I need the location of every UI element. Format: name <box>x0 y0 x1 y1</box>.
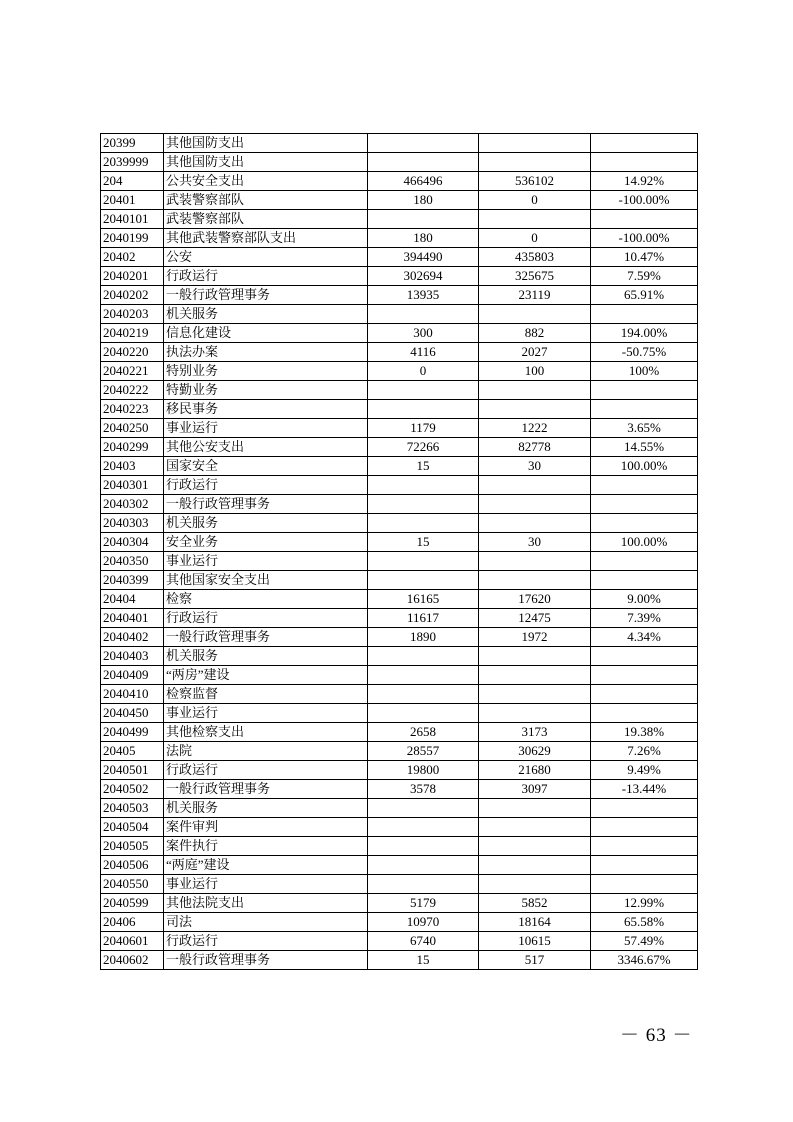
change-rate-cell <box>591 837 698 856</box>
table-row <box>101 609 698 628</box>
prior-amount-cell: 15 <box>368 457 479 476</box>
subject-code-cell: 2040501 <box>101 761 164 780</box>
current-amount-cell: 325675 <box>479 267 591 286</box>
subject-code-cell: 2040502 <box>101 780 164 799</box>
current-amount-cell <box>479 818 591 837</box>
table-row <box>101 666 698 685</box>
current-amount-cell <box>479 476 591 495</box>
current-amount-cell <box>479 856 591 875</box>
subject-name-cell: 其他武装警察部队支出 <box>164 229 368 248</box>
change-rate-cell <box>591 400 698 419</box>
change-rate-cell: -50.75% <box>591 343 698 362</box>
change-rate-cell: 7.59% <box>591 267 698 286</box>
subject-name-cell: 移民事务 <box>164 400 368 419</box>
change-rate-cell: 7.39% <box>591 609 698 628</box>
table-row <box>101 381 698 400</box>
current-amount-cell: 3173 <box>479 723 591 742</box>
subject-name-cell: “两庭”建设 <box>164 856 368 875</box>
subject-name-cell: 一般行政管理事务 <box>164 780 368 799</box>
change-rate-cell: 10.47% <box>591 248 698 267</box>
prior-amount-cell <box>368 685 479 704</box>
table-row <box>101 248 698 267</box>
table-row <box>101 590 698 609</box>
current-amount-cell: 23119 <box>479 286 591 305</box>
prior-amount-cell <box>368 134 479 153</box>
prior-amount-cell <box>368 666 479 685</box>
change-rate-cell <box>591 476 698 495</box>
subject-name-cell: 其他国防支出 <box>164 153 368 172</box>
table-row <box>101 875 698 894</box>
change-rate-cell: 14.55% <box>591 438 698 457</box>
subject-code-cell: 2040101 <box>101 210 164 229</box>
subject-code-cell: 2040599 <box>101 894 164 913</box>
table-row <box>101 761 698 780</box>
prior-amount-cell <box>368 552 479 571</box>
subject-name-cell: 机关服务 <box>164 647 368 666</box>
change-rate-cell: 3346.67% <box>591 951 698 970</box>
change-rate-cell <box>591 552 698 571</box>
change-rate-cell: 194.00% <box>591 324 698 343</box>
change-rate-cell <box>591 685 698 704</box>
current-amount-cell: 882 <box>479 324 591 343</box>
current-amount-cell <box>479 666 591 685</box>
subject-code-cell: 20403 <box>101 457 164 476</box>
current-amount-cell <box>479 647 591 666</box>
table-row <box>101 818 698 837</box>
subject-name-cell: 行政运行 <box>164 761 368 780</box>
current-amount-cell: 17620 <box>479 590 591 609</box>
subject-name-cell: 法院 <box>164 742 368 761</box>
table-row <box>101 400 698 419</box>
subject-code-cell: 2040506 <box>101 856 164 875</box>
subject-code-cell: 2040410 <box>101 685 164 704</box>
current-amount-cell: 10615 <box>479 932 591 951</box>
table-row <box>101 856 698 875</box>
table-row <box>101 780 698 799</box>
subject-code-cell: 2040550 <box>101 875 164 894</box>
current-amount-cell: 12475 <box>479 609 591 628</box>
table-row <box>101 343 698 362</box>
prior-amount-cell: 10970 <box>368 913 479 932</box>
table-row <box>101 514 698 533</box>
prior-amount-cell: 13935 <box>368 286 479 305</box>
subject-code-cell: 2040219 <box>101 324 164 343</box>
subject-name-cell: 行政运行 <box>164 476 368 495</box>
current-amount-cell: 0 <box>479 191 591 210</box>
current-amount-cell <box>479 400 591 419</box>
prior-amount-cell <box>368 875 479 894</box>
table-row <box>101 362 698 381</box>
prior-amount-cell: 180 <box>368 229 479 248</box>
subject-code-cell: 20404 <box>101 590 164 609</box>
current-amount-cell: 100 <box>479 362 591 381</box>
current-amount-cell: 30629 <box>479 742 591 761</box>
subject-code-cell: 2040601 <box>101 932 164 951</box>
subject-code-cell: 2040402 <box>101 628 164 647</box>
table-row <box>101 571 698 590</box>
subject-name-cell: 一般行政管理事务 <box>164 951 368 970</box>
table-row <box>101 647 698 666</box>
current-amount-cell <box>479 552 591 571</box>
prior-amount-cell: 2658 <box>368 723 479 742</box>
change-rate-cell <box>591 495 698 514</box>
subject-code-cell: 2040301 <box>101 476 164 495</box>
subject-code-cell: 2040503 <box>101 799 164 818</box>
table-row <box>101 685 698 704</box>
subject-code-cell: 2040403 <box>101 647 164 666</box>
subject-name-cell: 一般行政管理事务 <box>164 495 368 514</box>
change-rate-cell: 65.91% <box>591 286 698 305</box>
subject-name-cell: 其他国家安全支出 <box>164 571 368 590</box>
subject-code-cell: 2040602 <box>101 951 164 970</box>
subject-name-cell: 事业运行 <box>164 875 368 894</box>
current-amount-cell <box>479 495 591 514</box>
subject-code-cell: 204 <box>101 172 164 191</box>
prior-amount-cell: 11617 <box>368 609 479 628</box>
table-body <box>101 134 698 970</box>
subject-name-cell: 其他法院支出 <box>164 894 368 913</box>
subject-name-cell: 案件审判 <box>164 818 368 837</box>
change-rate-cell: 7.26% <box>591 742 698 761</box>
current-amount-cell <box>479 134 591 153</box>
prior-amount-cell: 15 <box>368 533 479 552</box>
prior-amount-cell <box>368 704 479 723</box>
subject-code-cell: 20406 <box>101 913 164 932</box>
change-rate-cell: 3.65% <box>591 419 698 438</box>
prior-amount-cell <box>368 837 479 856</box>
table-row <box>101 799 698 818</box>
subject-name-cell: 检察监督 <box>164 685 368 704</box>
table-row <box>101 438 698 457</box>
subject-code-cell: 2040222 <box>101 381 164 400</box>
prior-amount-cell: 302694 <box>368 267 479 286</box>
change-rate-cell: -13.44% <box>591 780 698 799</box>
subject-code-cell: 2040499 <box>101 723 164 742</box>
subject-name-cell: 机关服务 <box>164 514 368 533</box>
change-rate-cell: 19.38% <box>591 723 698 742</box>
change-rate-cell <box>591 647 698 666</box>
change-rate-cell <box>591 134 698 153</box>
subject-code-cell: 2040350 <box>101 552 164 571</box>
change-rate-cell <box>591 875 698 894</box>
table-row <box>101 134 698 153</box>
subject-code-cell: 2040220 <box>101 343 164 362</box>
prior-amount-cell <box>368 305 479 324</box>
subject-code-cell: 2040450 <box>101 704 164 723</box>
subject-code-cell: 2040504 <box>101 818 164 837</box>
table-row <box>101 495 698 514</box>
prior-amount-cell <box>368 400 479 419</box>
current-amount-cell <box>479 571 591 590</box>
current-amount-cell: 435803 <box>479 248 591 267</box>
current-amount-cell: 30 <box>479 457 591 476</box>
change-rate-cell: 65.58% <box>591 913 698 932</box>
subject-name-cell: 武装警察部队 <box>164 191 368 210</box>
subject-name-cell: 武装警察部队 <box>164 210 368 229</box>
subject-name-cell: 机关服务 <box>164 799 368 818</box>
subject-code-cell: 2040203 <box>101 305 164 324</box>
change-rate-cell <box>591 305 698 324</box>
table-row <box>101 951 698 970</box>
subject-code-cell: 2040304 <box>101 533 164 552</box>
current-amount-cell <box>479 837 591 856</box>
prior-amount-cell: 16165 <box>368 590 479 609</box>
subject-name-cell: 执法办案 <box>164 343 368 362</box>
change-rate-cell <box>591 210 698 229</box>
table-row <box>101 229 698 248</box>
change-rate-cell <box>591 381 698 400</box>
subject-name-cell: 其他检察支出 <box>164 723 368 742</box>
prior-amount-cell <box>368 799 479 818</box>
prior-amount-cell: 15 <box>368 951 479 970</box>
prior-amount-cell <box>368 153 479 172</box>
current-amount-cell: 18164 <box>479 913 591 932</box>
change-rate-cell: -100.00% <box>591 191 698 210</box>
table-row <box>101 286 698 305</box>
current-amount-cell <box>479 210 591 229</box>
table-row <box>101 305 698 324</box>
subject-code-cell: 2040303 <box>101 514 164 533</box>
subject-name-cell: “两房”建设 <box>164 666 368 685</box>
subject-name-cell: 事业运行 <box>164 419 368 438</box>
table-row <box>101 894 698 913</box>
prior-amount-cell <box>368 381 479 400</box>
subject-name-cell: 行政运行 <box>164 932 368 951</box>
change-rate-cell: 100.00% <box>591 533 698 552</box>
table-row <box>101 324 698 343</box>
change-rate-cell <box>591 856 698 875</box>
change-rate-cell: 100% <box>591 362 698 381</box>
current-amount-cell: 536102 <box>479 172 591 191</box>
prior-amount-cell: 1179 <box>368 419 479 438</box>
subject-name-cell: 安全业务 <box>164 533 368 552</box>
current-amount-cell: 2027 <box>479 343 591 362</box>
subject-code-cell: 2040199 <box>101 229 164 248</box>
change-rate-cell: 9.00% <box>591 590 698 609</box>
table-row <box>101 628 698 647</box>
table-row <box>101 913 698 932</box>
current-amount-cell: 1222 <box>479 419 591 438</box>
subject-name-cell: 其他公安支出 <box>164 438 368 457</box>
subject-code-cell: 20405 <box>101 742 164 761</box>
table-row <box>101 267 698 286</box>
prior-amount-cell <box>368 818 479 837</box>
prior-amount-cell: 3578 <box>368 780 479 799</box>
subject-code-cell: 2040401 <box>101 609 164 628</box>
subject-name-cell: 其他国防支出 <box>164 134 368 153</box>
table-row <box>101 172 698 191</box>
prior-amount-cell: 466496 <box>368 172 479 191</box>
change-rate-cell: 4.34% <box>591 628 698 647</box>
table-row <box>101 457 698 476</box>
prior-amount-cell <box>368 856 479 875</box>
change-rate-cell: -100.00% <box>591 229 698 248</box>
current-amount-cell <box>479 685 591 704</box>
subject-name-cell: 特勤业务 <box>164 381 368 400</box>
subject-code-cell: 2040250 <box>101 419 164 438</box>
subject-name-cell: 司法 <box>164 913 368 932</box>
prior-amount-cell: 5179 <box>368 894 479 913</box>
current-amount-cell <box>479 704 591 723</box>
prior-amount-cell: 28557 <box>368 742 479 761</box>
prior-amount-cell: 19800 <box>368 761 479 780</box>
subject-name-cell: 国家安全 <box>164 457 368 476</box>
change-rate-cell: 14.92% <box>591 172 698 191</box>
change-rate-cell: 12.99% <box>591 894 698 913</box>
subject-name-cell: 一般行政管理事务 <box>164 286 368 305</box>
table-row <box>101 742 698 761</box>
current-amount-cell <box>479 153 591 172</box>
current-amount-cell <box>479 381 591 400</box>
subject-name-cell: 事业运行 <box>164 552 368 571</box>
current-amount-cell <box>479 514 591 533</box>
current-amount-cell <box>479 799 591 818</box>
table-row <box>101 552 698 571</box>
prior-amount-cell: 4116 <box>368 343 479 362</box>
prior-amount-cell: 6740 <box>368 932 479 951</box>
budget-table <box>100 133 698 970</box>
table-row <box>101 533 698 552</box>
subject-name-cell: 事业运行 <box>164 704 368 723</box>
change-rate-cell <box>591 799 698 818</box>
subject-name-cell: 行政运行 <box>164 609 368 628</box>
subject-name-cell: 机关服务 <box>164 305 368 324</box>
table-row <box>101 191 698 210</box>
current-amount-cell <box>479 305 591 324</box>
prior-amount-cell <box>368 571 479 590</box>
subject-code-cell: 2040299 <box>101 438 164 457</box>
prior-amount-cell: 0 <box>368 362 479 381</box>
subject-name-cell: 行政运行 <box>164 267 368 286</box>
table-row <box>101 153 698 172</box>
prior-amount-cell <box>368 476 479 495</box>
subject-code-cell: 20402 <box>101 248 164 267</box>
change-rate-cell <box>591 514 698 533</box>
table-row <box>101 476 698 495</box>
table-row <box>101 723 698 742</box>
prior-amount-cell: 180 <box>368 191 479 210</box>
change-rate-cell <box>591 704 698 723</box>
prior-amount-cell <box>368 647 479 666</box>
subject-code-cell: 2039999 <box>101 153 164 172</box>
table-row <box>101 419 698 438</box>
subject-code-cell: 20399 <box>101 134 164 153</box>
prior-amount-cell: 72266 <box>368 438 479 457</box>
current-amount-cell <box>479 875 591 894</box>
subject-name-cell: 信息化建设 <box>164 324 368 343</box>
prior-amount-cell: 300 <box>368 324 479 343</box>
change-rate-cell: 9.49% <box>591 761 698 780</box>
subject-name-cell: 案件执行 <box>164 837 368 856</box>
subject-name-cell: 特别业务 <box>164 362 368 381</box>
current-amount-cell: 82778 <box>479 438 591 457</box>
table-row <box>101 210 698 229</box>
prior-amount-cell: 394490 <box>368 248 479 267</box>
change-rate-cell: 57.49% <box>591 932 698 951</box>
change-rate-cell: 100.00% <box>591 457 698 476</box>
prior-amount-cell: 1890 <box>368 628 479 647</box>
table-row <box>101 932 698 951</box>
subject-name-cell: 检察 <box>164 590 368 609</box>
subject-code-cell: 2040409 <box>101 666 164 685</box>
change-rate-cell <box>591 666 698 685</box>
prior-amount-cell <box>368 514 479 533</box>
current-amount-cell: 0 <box>479 229 591 248</box>
change-rate-cell <box>591 818 698 837</box>
current-amount-cell: 5852 <box>479 894 591 913</box>
current-amount-cell: 1972 <box>479 628 591 647</box>
change-rate-cell <box>591 571 698 590</box>
subject-name-cell: 公共安全支出 <box>164 172 368 191</box>
current-amount-cell: 3097 <box>479 780 591 799</box>
current-amount-cell: 30 <box>479 533 591 552</box>
subject-code-cell: 2040505 <box>101 837 164 856</box>
current-amount-cell: 21680 <box>479 761 591 780</box>
subject-code-cell: 2040202 <box>101 286 164 305</box>
prior-amount-cell <box>368 495 479 514</box>
subject-name-cell: 公安 <box>164 248 368 267</box>
subject-code-cell: 2040302 <box>101 495 164 514</box>
page-number: － 63 － <box>620 1025 693 1046</box>
table-row <box>101 837 698 856</box>
change-rate-cell <box>591 153 698 172</box>
current-amount-cell: 517 <box>479 951 591 970</box>
subject-code-cell: 2040399 <box>101 571 164 590</box>
table-row <box>101 704 698 723</box>
subject-code-cell: 2040201 <box>101 267 164 286</box>
subject-name-cell: 一般行政管理事务 <box>164 628 368 647</box>
prior-amount-cell <box>368 210 479 229</box>
subject-code-cell: 2040223 <box>101 400 164 419</box>
subject-code-cell: 20401 <box>101 191 164 210</box>
subject-code-cell: 2040221 <box>101 362 164 381</box>
